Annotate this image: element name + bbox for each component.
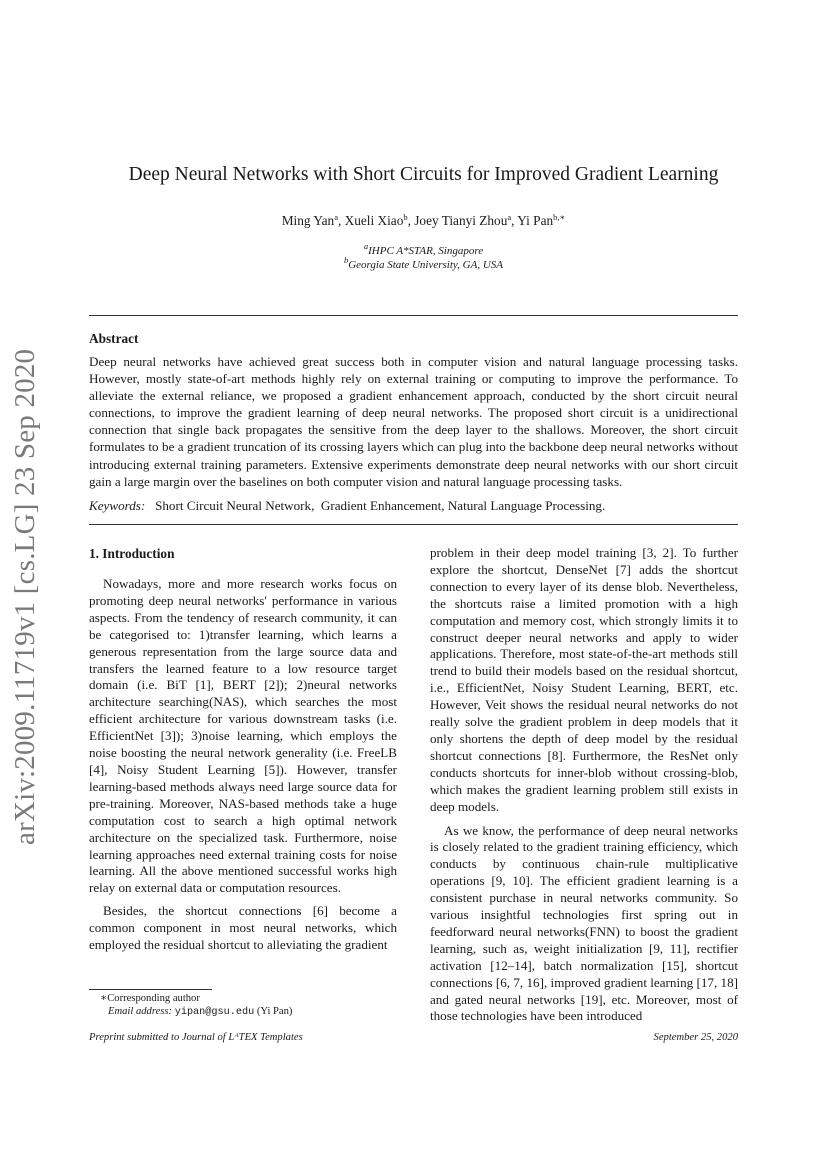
abstract-heading: Abstract [89,331,139,346]
footer-date: September 25, 2020 [653,1032,738,1043]
keyword: Natural Language Processing. [447,498,606,513]
author-name: Ming Yan [281,213,335,228]
author-list: Ming Yan$^a$, Xueli Xiao$^b$, Joey Tianyi Zhou$^a$, Yi Pan$^{b,∗}$ [281,212,566,228]
abstract-top-rule [89,315,738,316]
keyword: Short Circuit Neural Network, [155,498,315,513]
author-name: Yi Pan [517,213,554,228]
author-affiliation-marker: b [403,212,408,222]
left-column [89,576,397,954]
email-label: Email address: [108,1006,173,1017]
email-address[interactable]: yipan@gsu.edu [174,1007,255,1018]
paragraph: problem in their deep model training [3, 2]. To further explore the shortcut, DenseNet [7] adds the shortcut connection to every layer of its dense blob. Nevertheless, the shortcuts raise a limited promotion with a high computation and memory cost, which strongly limits it to construct deeper neural networks and apply to wider applications. Therefore, most state-of-the-art methods still trend to build their models based on the residual shortcut, i.e., EfficientNet, Noisy Student Learning, BERT, etc. However, Veit shows the residual neural networks do not really solve the gradient problem in deep models that it only shortens the depth of deep model by the residual shortcut connections [8]. Furthermore, the ResNet only conducts shortcuts for inner-blob without crossing-blob, which makes the gradient learning problem still exists in deep models. [430,545,738,814]
paragraph: As we know, the performance of deep neural networks is closely related to the gradient training efficiency, which conducts by continuous chain-rule multiplicative operations [9, 10]. The efficient gradient learning is a consistent purchase in neural networks community. So various insightful technologies first spring out in feedforward neural networks(FNN) to boost the gradient learning, such as, weight initialization [9, 11], rectifier activation [12–14], batch normalization [15], shortcut connections [6, 7, 16], improved gradient learning [17, 18] and gated neural networks [19], etc. Moreover, most of those technologies have been introduced [430,822,738,1024]
abstract-text: Deep neural networks have achieved great success both in computer vision and natural language processing tasks. However, mostly state-of-art methods highly rely on external training or computing to improve the performance. To alleviate the external reliance, we proposed a gradient enhancement approach, conducted by the short circuit neural connections, to improve the gradient learning of deep neural networks. The proposed short circuit is a unidirectional connection that single back propagates the sensitive from the deep layer to the shallows. Moreover, the short circuit formulates to be a gradient truncation of its crossing layers which can plug into the backbone deep neural networks without introducing external training parameters. Extensive experiments demonstrate deep neural networks with our short circuit gain a large margin over the baselines on both computer vision and natural language processing tasks. [89,354,738,489]
affiliation-a: $^a$IHPC A*STAR, Singapore [363,241,484,257]
paragraph: Besides, the shortcut connections [6] become a common component in most neural networks, which employed the residual shortcut to alleviating the gradient [89,903,397,953]
keywords-label: Keywords: [89,498,146,513]
affiliation-marker: a [363,241,369,251]
author-name: Xueli Xiao [344,213,404,228]
author-name: Joey Tianyi Zhou [414,213,508,228]
affiliation-b: $^b$Georgia State University, GA, USA [343,255,504,271]
author-affiliation-marker: a [334,212,338,222]
section-heading-introduction: 1. Introduction [89,546,175,561]
arxiv-identifier-stamp: arXiv:2009.11719v1 [cs.LG] 23 Sep 2020 [9,348,41,845]
paper-title: Deep Neural Networks with Short Circuits for Improved Gradient Learning [128,164,719,185]
affiliation-marker: b [343,255,349,265]
keywords-line [89,497,738,514]
author-affiliation-marker: a [507,212,512,222]
author-affiliation-marker: b,∗ [553,212,566,222]
right-column [430,545,738,1025]
abstract-bottom-rule [89,524,738,525]
footnote-rule [89,989,212,990]
paragraph: Nowadays, more and more research works focus on promoting deep neural networks' performance in various aspects. From the tendency of research community, it can be categorised to: 1)transfer learning, which learns a generous representation from the large source data and transfers the learned feature to a low resource target domain (i.e. BiT [1], BERT [2]); 2)neural networks architecture searching(NAS), which searches the most efficient architecture for various downstream tasks (i.e. EfficientNet [3]); 3)noise learning, which employs the noise boosting the neural network generality (i.e. FreeLB [4], Noisy Student Learning [5]). However, transfer learning-based methods always need large source data for pre-training. Moreover, NAS-based methods take a huge computation cost to search a high optimal network architecture on the specialized task. Furthermore, noise learning approaches need external training costs for noise learning. All the above mentioned successful works high relay on external data or computation resources. [89,576,397,896]
keyword: Gradient Enhancement, [320,498,445,513]
email-footnote [108,1005,292,1019]
corresponding-author-footnote: ∗Corresponding author [100,993,200,1004]
email-note: (Yi Pan) [256,1006,293,1017]
footer-journal: Preprint submitted to Journal of LᴬTEX Templates [89,1032,303,1043]
